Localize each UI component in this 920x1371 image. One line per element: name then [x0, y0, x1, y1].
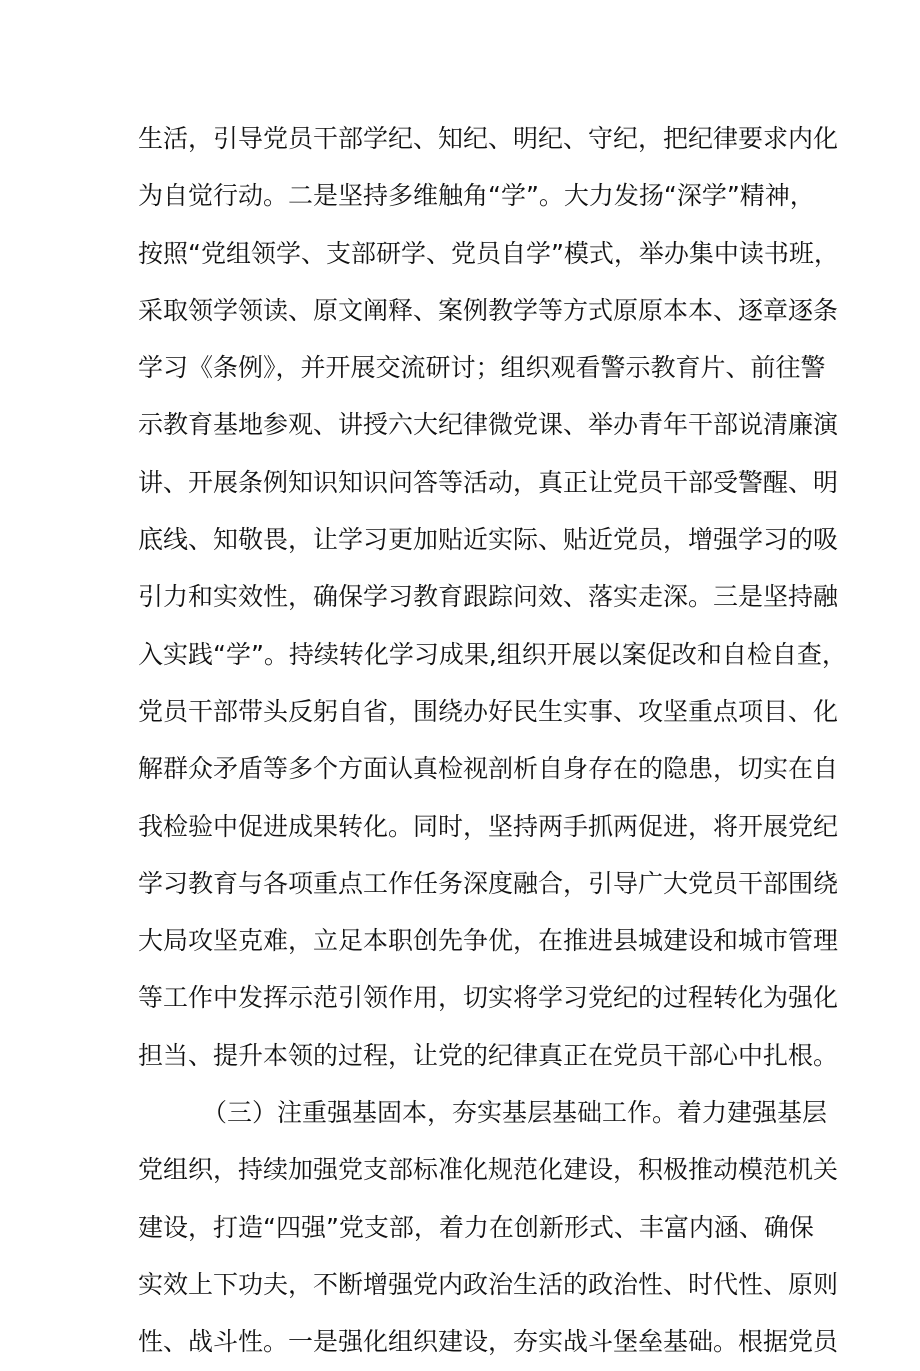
- text-line: 建设，打造“四强”党支部，着力在创新形式、丰富内涵、确保: [138, 1212, 814, 1242]
- text-line: 入实践“学”。持续转化学习成果,组织开展以案促改和自检自查，: [138, 639, 847, 669]
- paragraph-end-line: 担当、提升本领的过程，让党的纪律真正在党员干部心中扎根。: [138, 1040, 839, 1070]
- text-line: 大局攻坚克难，立足本职创先争优，在推进县城建设和城市管理: [138, 926, 839, 956]
- text-line: 引力和实效性，确保学习教育跟踪问效、落实走深。三是坚持融: [138, 582, 839, 612]
- text-line: 示教育基地参观、讲授六大纪律微党课、举办青年干部说清廉演: [138, 410, 839, 440]
- text-line: 底线、知敬畏，让学习更加贴近实际、贴近党员，增强学习的吸: [138, 525, 839, 555]
- text-line: 解群众矛盾等多个方面认真检视剖析自身存在的隐患，切实在自: [138, 754, 839, 784]
- section-heading-line: （三）注重强基固本，夯实基层基础工作。着力建强基层: [202, 1098, 828, 1128]
- text-line: 生活，引导党员干部学纪、知纪、明纪、守纪，把纪律要求内化: [138, 124, 839, 153]
- text-line: 党员干部带头反躬自省，围绕办好民生实事、攻坚重点项目、化: [138, 696, 839, 726]
- text-line: 为自觉行动。二是坚持多维触角“学”。大力发扬“深学”精神，: [138, 181, 815, 211]
- text-line: 性、战斗性。一是强化组织建设，夯实战斗堡垒基础。根据党员: [138, 1327, 839, 1357]
- text-line: 我检验中促进成果转化。同时，坚持两手抓两促进，将开展党纪: [138, 811, 839, 841]
- text-line: 采取领学领读、原文阐释、案例教学等方式原原本本、逐章逐条: [138, 295, 839, 325]
- text-line: 等工作中发挥示范引领作用，切实将学习党纪的过程转化为强化: [138, 983, 839, 1013]
- text-line: 学习教育与各项重点工作任务深度融合，引导广大党员干部围绕: [138, 868, 839, 898]
- text-line: 党组织，持续加强党支部标准化规范化建设，积极推动模范机关: [138, 1155, 839, 1185]
- text-line: 学习《条例》，并开展交流研讨；组织观看警示教育片、前往警: [138, 353, 826, 383]
- body-text: [138, 110, 847, 1371]
- text-line: 讲、开展条例知识知识问答等活动，真正让党员干部受警醒、明: [138, 467, 839, 497]
- text-line: 实效上下功夫，不断增强党内政治生活的政治性、时代性、原则: [138, 1269, 839, 1299]
- text-line: 按照“党组领学、支部研学、党员自学”模式，举办集中读书班，: [138, 238, 839, 268]
